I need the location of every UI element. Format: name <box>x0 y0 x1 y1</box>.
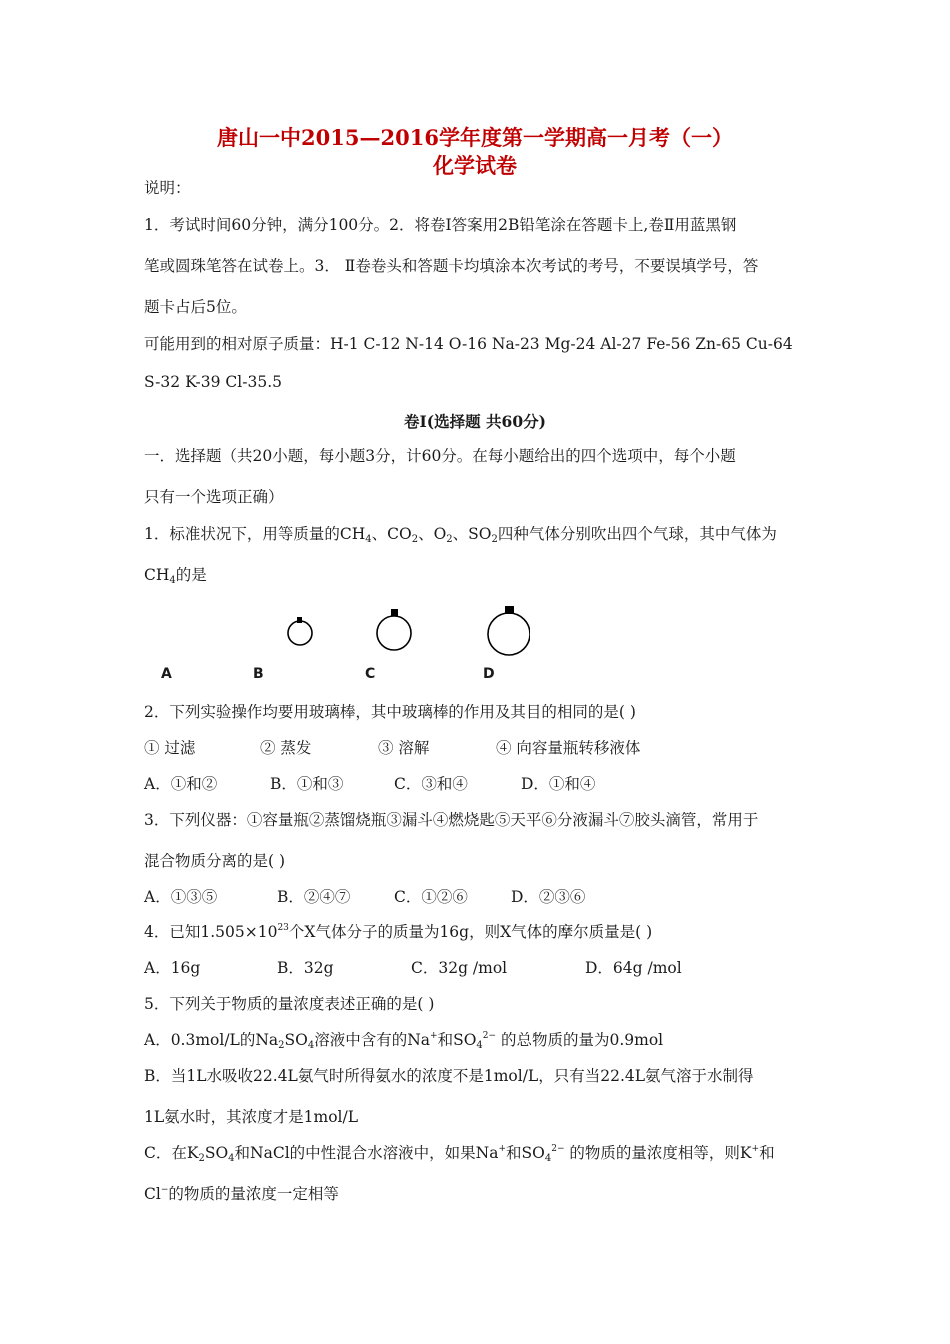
balloon-c <box>488 606 530 655</box>
q5-option-a: A．0.3mol/L的$Na_2SO_4$溶液中含有的Na+和$SO_4^{2-}$ 的总物质的量为0.9mol <box>144 1031 664 1051</box>
q4-option-c: C．32g /mol <box>411 959 508 977</box>
notes-line-3: 题卡占后5位。 <box>144 298 247 316</box>
q1-stem-1: 1．标准状况下，用等质量的$CH_4$、$CO_2$、$O_2$、$SO_2$四种气体分别吹出四个气球，其中气体为 <box>144 525 777 545</box>
balloon-label-a: A <box>161 666 172 682</box>
balloon-label-d: D <box>483 666 495 682</box>
notes-line-1: 1．考试时间60分钟，满分100分。2．将卷Ⅰ答案用2B铅笔涂在答题卡上,卷Ⅱ用蓝黑钢 <box>144 216 737 234</box>
balloon-label-b: B <box>253 666 264 682</box>
q3-stem-2: 混合物质分离的是( ) <box>144 852 286 870</box>
q5-option-b-1: B．当1L水吸收22.4L氨气时所得氨水的浓度不是1mol/L，只有当22.4L氨气溶于水制得 <box>144 1067 754 1085</box>
balloon-a <box>288 617 312 645</box>
q1-stem-2: $CH_4$的是 <box>144 566 207 586</box>
exam-subtitle: 化学试卷 <box>433 153 517 178</box>
q3-option-b: B．②④⑦ <box>277 888 351 906</box>
q2-item-4: ④ 向容量瓶转移液体 <box>496 739 641 757</box>
q2-option-c: C．③和④ <box>394 775 468 793</box>
q2-stem: 2．下列实验操作均要用玻璃棒，其中玻璃棒的作用及其目的相同的是( ) <box>144 703 636 721</box>
q2-option-a: A．①和② <box>144 775 218 793</box>
q3-option-c: C．①②⑥ <box>394 888 468 906</box>
q2-item-1: ① 过滤 <box>144 739 196 757</box>
q5-option-c-1: C．在$K_2SO_4$和NaCl的中性混合水溶液中，如果Na+和$SO_4^{2-}$ 的物质的量浓度相等，则K+和 <box>144 1144 775 1164</box>
atomic-mass-line-1: 可能用到的相对原子质量：H-1 C-12 N-14 O-16 Na-23 Mg-24 Al-27 Fe-56 Zn-65 Cu-64 <box>144 335 793 353</box>
q5-option-b-2: 1L氨水时，其浓度才是1mol/L <box>144 1108 359 1126</box>
q2-option-b: B．①和③ <box>270 775 344 793</box>
balloons-figure <box>140 600 530 690</box>
q4-stem: 4．已知$1.505\times 10^{23}$个X气体分子的质量为16g，则X气体的摩尔质量是( ) <box>144 923 653 941</box>
q4-option-a: A．16g <box>144 959 201 977</box>
q2-option-d: D．①和④ <box>521 775 596 793</box>
balloon-b <box>377 609 411 650</box>
q3-option-d: D．②③⑥ <box>511 888 586 906</box>
q5-option-c-2: Cl−的物质的量浓度一定相等 <box>144 1185 339 1203</box>
q4-option-b: B．32g <box>277 959 334 977</box>
section-intro-2: 只有一个选项正确） <box>144 488 284 506</box>
atomic-mass-line-2: S-32 K-39 Cl-35.5 <box>144 373 282 391</box>
q2-item-2: ② 蒸发 <box>260 739 312 757</box>
section-intro-1: 一．选择题（共20小题，每小题3分，计60分。在每小题给出的四个选项中，每个小题 <box>144 447 736 465</box>
section-title: 卷Ⅰ(选择题 共60分) <box>404 412 546 431</box>
exam-title: 唐山一中2015—2016学年度第一学期高一月考（一） <box>217 125 733 150</box>
notes-line-2: 笔或圆珠笔答在试卷上。3． Ⅱ卷卷头和答题卡均填涂本次考试的考号，不要误填学号，答 <box>144 257 759 275</box>
q3-option-a: A．①③⑤ <box>144 888 218 906</box>
notes-heading: 说明： <box>144 179 191 197</box>
balloon-label-c: C <box>365 666 376 682</box>
q2-item-3: ③ 溶解 <box>378 739 430 757</box>
q4-option-d: D．64g /mol <box>585 959 682 977</box>
q5-stem: 5．下列关于物质的量浓度表述正确的是( ) <box>144 995 435 1013</box>
q3-stem-1: 3．下列仪器：①容量瓶②蒸馏烧瓶③漏斗④燃烧匙⑤天平⑥分液漏斗⑦胶头滴管，常用于 <box>144 811 759 829</box>
